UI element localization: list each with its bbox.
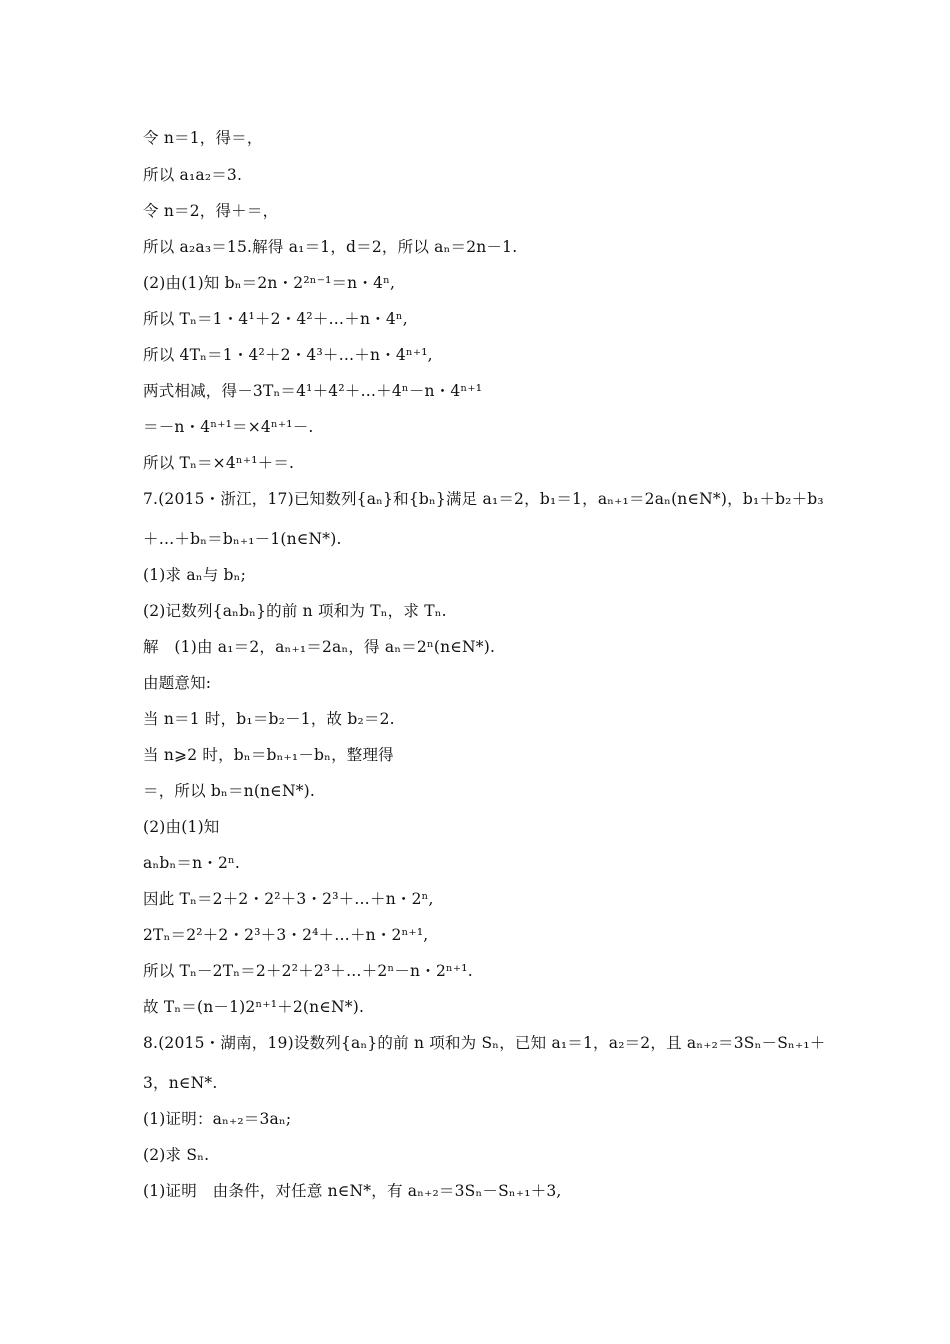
text-line: ＝，所以 bₙ＝n(n∈N*). [143,782,316,800]
text-line: 两式相减，得－3Tₙ＝4¹＋4²＋…＋4ⁿ－n・4ⁿ⁺¹ [143,382,483,400]
text-line: 所以 a₂a₃＝15.解得 a₁＝1，d＝2，所以 aₙ＝2n－1. [143,238,518,256]
text-line: 当 n＝1 时，b₁＝b₂－1，故 b₂＝2. [143,710,395,728]
text-line: 由题意知: [143,674,212,692]
text-line: 所以 Tₙ＝1・4¹＋2・4²＋…＋n・4ⁿ, [143,310,408,328]
text-line: 故 Tₙ＝(n－1)2ⁿ⁺¹＋2(n∈N*). [143,998,365,1016]
text-line: (1)求 aₙ与 bₙ; [143,566,247,584]
text-line: ＝－n・4ⁿ⁺¹＝×4ⁿ⁺¹－. [143,418,314,436]
text-line: (2)由(1)知 bₙ＝2n・2²ⁿ⁻¹＝n・4ⁿ, [143,274,396,292]
text-line: (2)记数列{aₙbₙ}的前 n 项和为 Tₙ，求 Tₙ. [143,602,447,620]
text-line: 3，n∈N*. [143,1074,218,1092]
text-line: (1)证明：aₙ₊₂＝3aₙ; [143,1110,292,1128]
text-line: 所以 Tₙ＝×4ⁿ⁺¹＋＝. [143,454,295,472]
proof-line: (1)证明 由条件，对任意 n∈N*，有 aₙ₊₂＝3Sₙ－Sₙ₊₁＋3, [143,1182,562,1200]
text-line: 令 n＝2，得＋＝， [143,202,279,220]
text-line: 所以 Tₙ－2Tₙ＝2＋2²＋2³＋…＋2ⁿ－n・2ⁿ⁺¹. [143,962,473,980]
text-line: 令 n＝1，得＝， [143,129,263,147]
text-line: 因此 Tₙ＝2＋2・2²＋3・2³＋…＋n・2ⁿ, [143,890,434,908]
text-line: 当 n⩾2 时，bₙ＝bₙ₊₁－bₙ，整理得 [143,746,394,764]
solution-line: 解 (1)由 a₁＝2，aₙ₊₁＝2aₙ，得 aₙ＝2ⁿ(n∈N*). [143,638,496,656]
text-line: (2)求 Sₙ. [143,1146,210,1164]
problem-8-heading: 8.(2015・湖南，19)设数列{aₙ}的前 n 项和为 Sₙ，已知 a₁＝1，a₂＝2，且 aₙ₊₂＝3Sₙ－Sₙ₊₁＋ [143,1034,826,1052]
problem-7-heading: 7.(2015・浙江，17)已知数列{aₙ}和{bₙ}满足 a₁＝2，b₁＝1，aₙ₊₁＝2aₙ(n∈N*)，b₁＋b₂＋b₃ [143,490,824,508]
text-line: aₙbₙ＝n・2ⁿ. [143,854,241,872]
text-line: 所以 4Tₙ＝1・4²＋2・4³＋…＋n・4ⁿ⁺¹, [143,346,433,364]
text-line: 2Tₙ＝2²＋2・2³＋3・2⁴＋…＋n・2ⁿ⁺¹, [143,926,429,944]
text-line: (2)由(1)知 [143,818,220,836]
text-line: ＋…＋bₙ＝bₙ₊₁－1(n∈N*). [143,530,342,548]
text-line: 所以 a₁a₂＝3. [143,166,243,184]
